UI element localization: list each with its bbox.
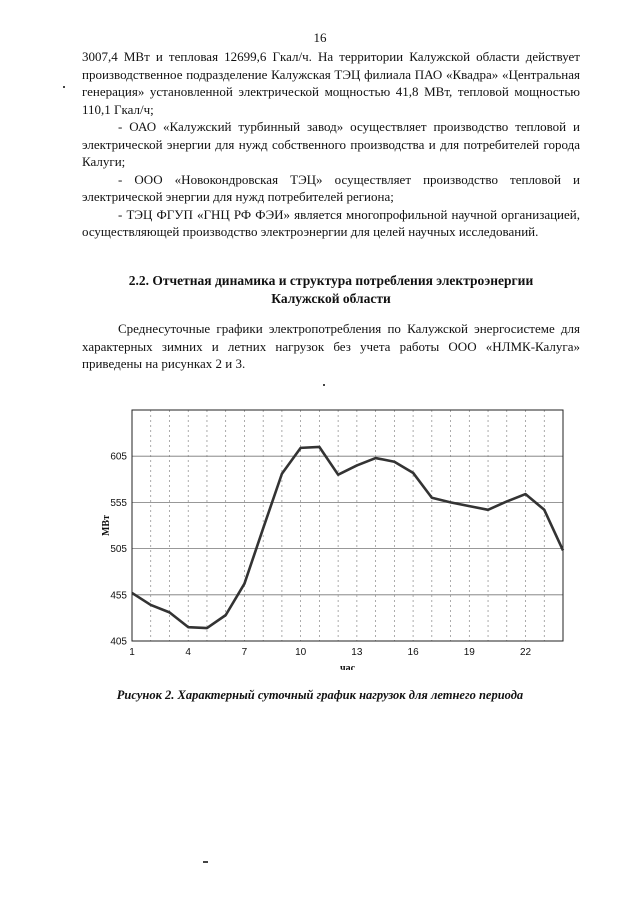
section-heading-line: Калужской области [271, 290, 391, 306]
page-number: 16 [313, 30, 327, 45]
section-heading [82, 272, 580, 307]
x-tick-label: 7 [241, 647, 248, 658]
scan-speck [323, 384, 325, 386]
y-tick-label: 405 [110, 636, 127, 648]
x-tick-label: 19 [463, 647, 475, 658]
x-tick-label: 22 [519, 647, 532, 658]
series-line [132, 447, 563, 628]
plot-frame [132, 410, 563, 641]
scan-speck [203, 861, 208, 863]
body-text-block [82, 48, 580, 241]
paragraph: - ОАО «Калужский турбинный завод» осуществляет производство тепловой и электрической энергии для нужд собственного производства и для потребителей города Калуги; [82, 119, 580, 169]
x-axis-label: час [339, 663, 356, 670]
x-tick-label: 16 [407, 647, 419, 658]
scan-speck [63, 86, 65, 88]
paragraph: - ООО «Новокондровская ТЭЦ» осуществляет производство тепловой и электрической энергии для нужд потребителей региона; [82, 171, 580, 204]
figure-caption: Рисунок 2. Характерный суточный график нагрузок для летнего периода [116, 688, 524, 702]
y-tick-label: 505 [110, 544, 127, 556]
x-tick-label: 4 [185, 647, 191, 658]
section-heading-line: 2.2. Отчетная динамика и структура потребления электроэнергии [128, 273, 534, 288]
y-tick-label: 605 [110, 451, 127, 463]
paragraph: - ТЭЦ ФГУП «ГНЦ РФ ФЭИ» является многопрофильной научной организацией, осуществляющей производство электроэнергии для целей научных исследований. [82, 206, 580, 239]
x-tick-label: 1 [129, 647, 135, 658]
section-intro [82, 320, 580, 373]
y-tick-label: 555 [110, 497, 127, 509]
paragraph: Среднесуточные графики электропотребления по Калужской энергосистеме для характерных зимних и летних нагрузок без учета работы ООО «НЛМК-Калуга» приведены на рисунках 2 и 3. [82, 321, 580, 371]
load-chart [95, 400, 575, 670]
paragraph: 3007,4 МВт и тепловая 12699,6 Гкал/ч. На территории Калужской области действует производственное подразделение Калужская ТЭЦ филиала ПАО «Квадра» «Центральная генерация» установленной электрической мощностью 41,8 МВт, тепловой мощностью 110,1 Гкал/ч; [82, 49, 580, 117]
y-axis-label: МВт [101, 514, 112, 537]
x-tick-label: 13 [351, 647, 363, 658]
x-tick-label: 10 [295, 647, 307, 658]
y-tick-label: 455 [110, 590, 127, 602]
